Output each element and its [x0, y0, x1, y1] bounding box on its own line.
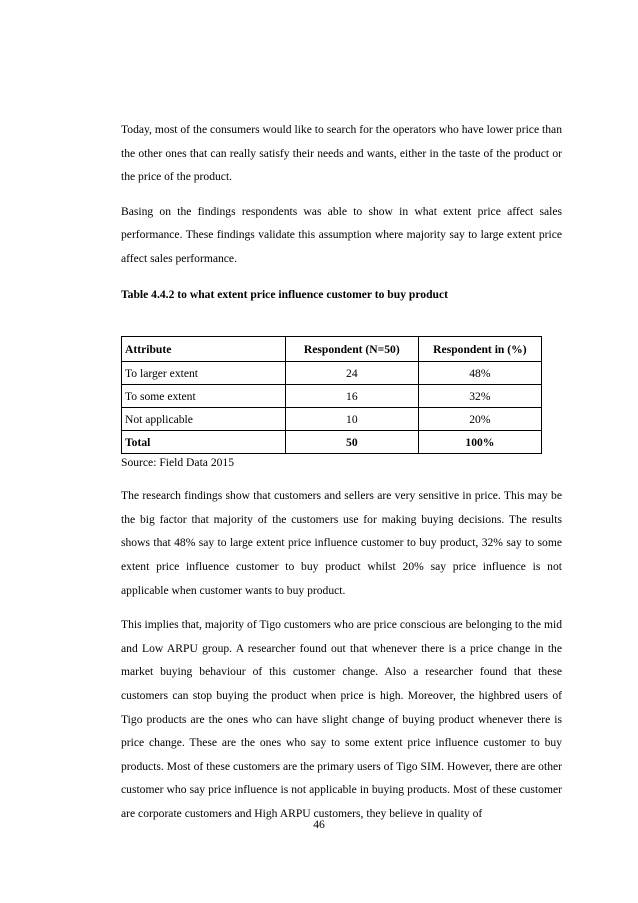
table-caption: Table 4.4.2 to what extent price influence customer to buy product [121, 287, 448, 301]
cell-total-count: 50 [285, 431, 418, 454]
cell-percent: 20% [418, 408, 541, 431]
cell-attribute: To some extent [122, 385, 286, 408]
table-row [122, 362, 542, 385]
cell-count: 24 [285, 362, 418, 385]
cell-total-label: Total [122, 431, 286, 454]
table-source: Source: Field Data 2015 [121, 456, 235, 470]
cell-count: 10 [285, 408, 418, 431]
table-row [122, 408, 542, 431]
cell-attribute: Not applicable [122, 408, 286, 431]
table-total-row [122, 431, 542, 454]
page-number: 46 [313, 818, 325, 831]
cell-attribute: To larger extent [122, 362, 286, 385]
price-influence-table [121, 336, 542, 454]
header-attribute: Attribute [122, 337, 286, 362]
cell-percent: 48% [418, 362, 541, 385]
document-body [121, 118, 562, 836]
paragraph-findings: Basing on the findings respondents was able to show in what extent price affect sales performance. These findings validate this assumption where majority say to large extent price affect sales performance. [121, 204, 562, 265]
paragraph-intro: Today, most of the consumers would like to search for the operators who have lower price than the other ones that can really satisfy their needs and wants, either in the taste of the product or the price of the product. [121, 123, 562, 184]
header-respondent-percent: Respondent in (%) [418, 337, 541, 362]
header-respondent-count: Respondent (N=50) [285, 337, 418, 362]
cell-percent: 32% [418, 385, 541, 408]
cell-count: 16 [285, 385, 418, 408]
paragraph-results: The research findings show that customers and sellers are very sensitive in price. This may be the big factor that majority of the customers use for making buying decisions. The results shows that 48% say to large extent price influence customer to buy product, 32% say to some extent price influence customer to buy product whilst 20% say price influence is not applicable when customer wants to buy product. [121, 489, 562, 597]
table-row [122, 385, 542, 408]
cell-total-percent: 100% [418, 431, 541, 454]
table-header-row [122, 337, 542, 362]
paragraph-implications: This implies that, majority of Tigo customers who are price conscious are belonging to the mid and Low ARPU group. A researcher found out that whenever there is a price change in the market buying behaviour of this customer change. Also a researcher found that these customers can stop buying the product when price is high. Moreover, the highbred users of Tigo products are the ones who can have slight change of buying product whenever there is price change. These are the ones who say to some extent price influence customer to buy products. Most of these customers are the primary users of Tigo SIM. However, there are other customer who say price influence is not applicable in buying products. Most of these customer are corporate customers and High ARPU customers, they believe in quality of [121, 618, 562, 820]
